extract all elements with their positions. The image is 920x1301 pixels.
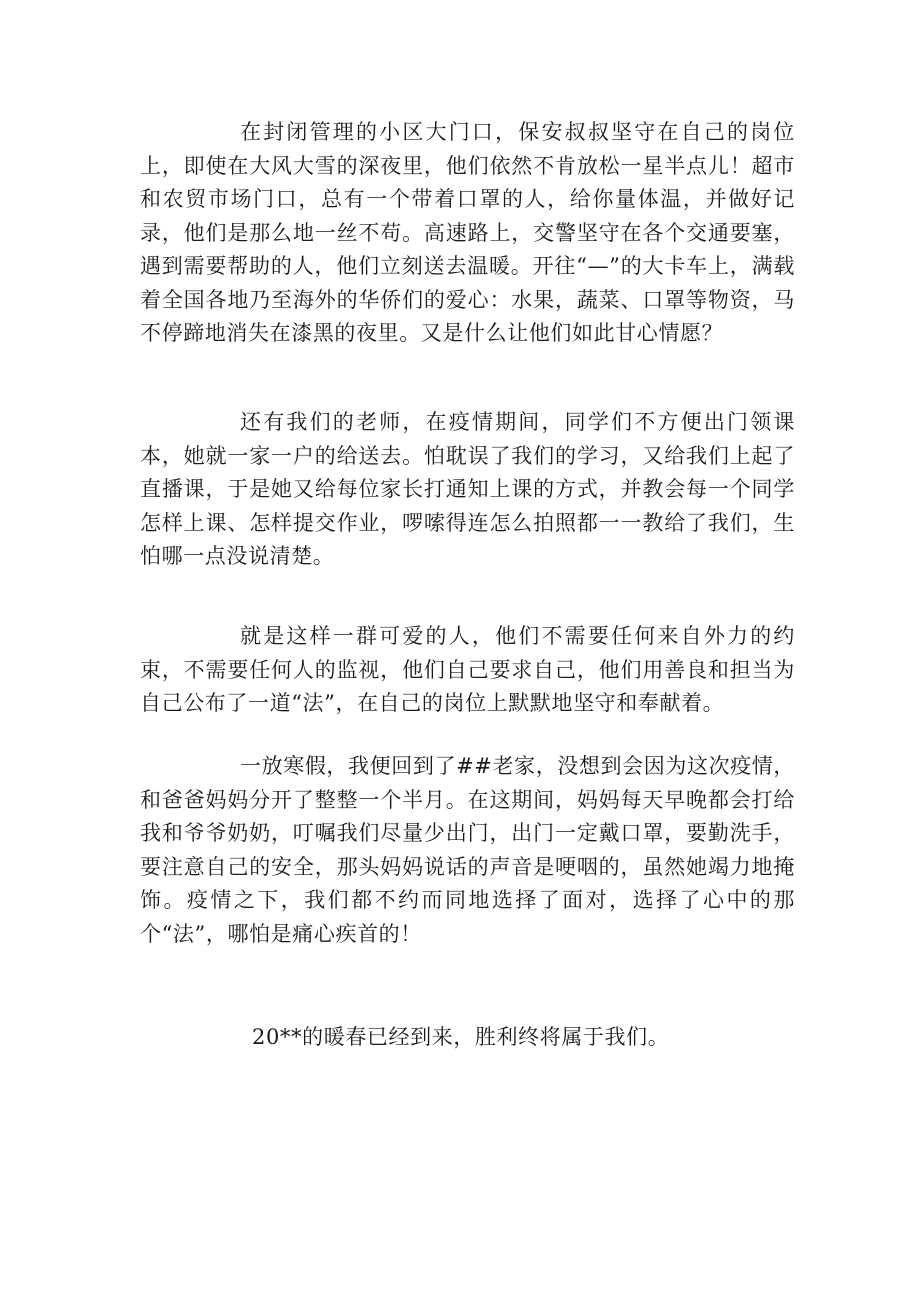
paragraph-guardians: 在封闭管理的小区大门口，保安叔叔坚守在自己的岗位上，即使在大风大雪的深夜里，他们依然不肯放松一星半点儿！超市和农贸市场门口，总有一个带着口罩的人，给你量体温，并做好记录，他们是那么地一丝不苟。高速路上，交警坚守在各个交通要塞，遇到需要帮助的人，他们立刻送去温暖。开往“—”的大卡车上，满载着全国各地乃至海外的华侨们的爱心：水果，蔬菜、口罩等物资，马不停蹄地消失在漆黑的夜里。又是什么让他们如此甘心情愿？: [140, 120, 795, 345]
paragraph-winter-break: 一放寒假，我便回到了##老家，没想到会因为这次疫情，和爸爸妈妈分开了整整一个半月。在这期间，妈妈每天早晚都会打给我和爷爷奶奶，叮嘱我们尽量少出门，出门一定戴口罩，要勤洗手，要注意自己的安全，那头妈妈说话的声音是哽咽的，虽然她竭力地掩饰。疫情之下，我们都不约而同地选择了面对，选择了心中的那个“法”，哪怕是痛心疾首的！: [140, 754, 795, 946]
closing-line: 20**的暖春已经到来，胜利终将属于我们。: [252, 1025, 670, 1049]
paragraph-lovely-people: 就是这样一群可爱的人，他们不需要任何来自外力的约束，不需要任何人的监视，他们自己要求自己，他们用善良和担当为自己公布了一道“法”，在自己的岗位上默默地坚守和奉献着。: [140, 624, 795, 715]
paragraph-teacher: 还有我们的老师，在疫情期间，同学们不方便出门领课本，她就一家一户的给送去。怕耽误了我们的学习，又给我们上起了直播课，于是她又给每位家长打通知上课的方式，并教会每一个同学怎样上课、怎样提交作业，啰嗦得连怎么拍照都一一教给了我们，生怕哪一点没说清楚。: [140, 410, 795, 568]
